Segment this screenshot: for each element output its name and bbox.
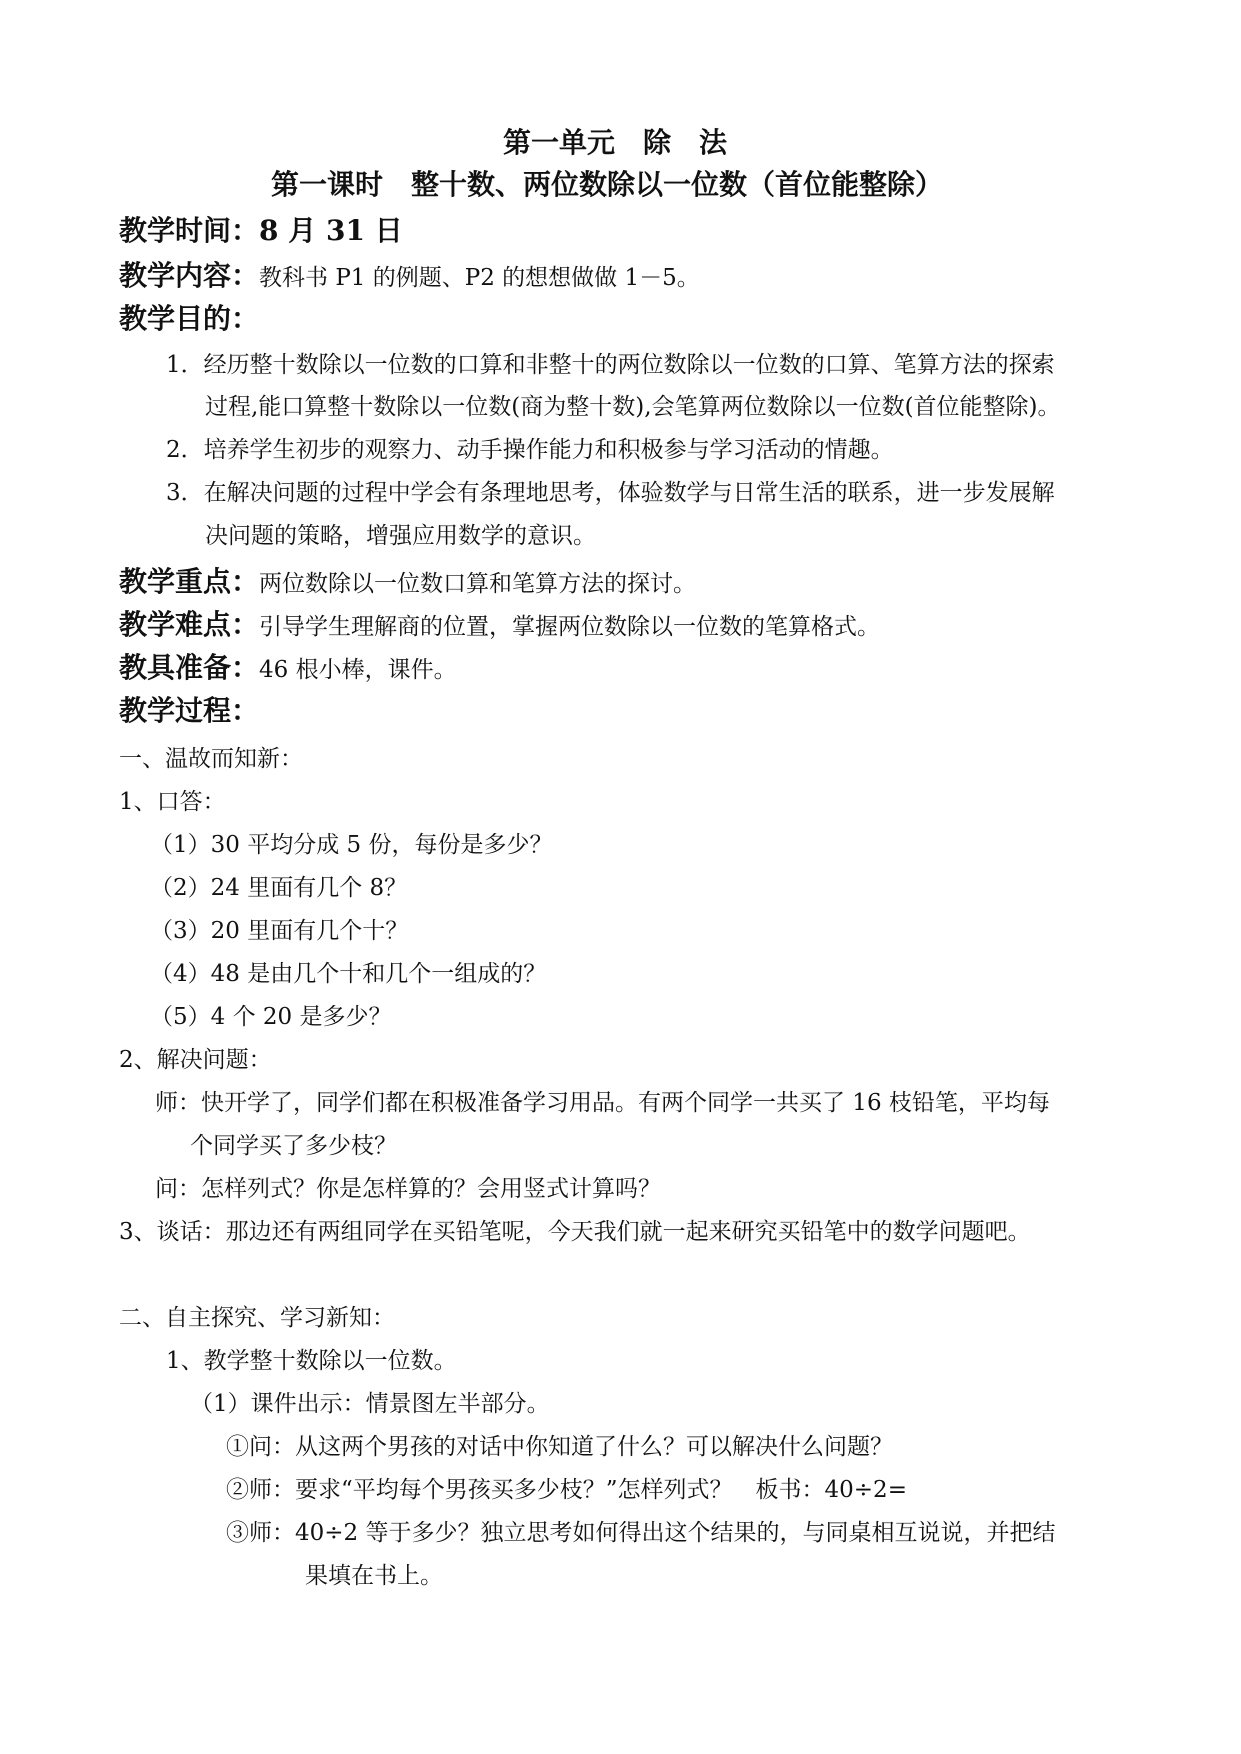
teaching-time-value: 8 月 31 日	[259, 214, 403, 247]
question-item: （5）4 个 20 是多少？	[150, 1004, 392, 1030]
goal-line: 决问题的策略，增强应用数学的意识。	[205, 523, 596, 549]
question-item: （1）30 平均分成 5 份，每份是多少？	[150, 832, 553, 858]
question-item: （3）20 里面有几个十？	[150, 918, 409, 944]
key-point-value: 两位数除以一位数口算和笔算方法的探讨。	[259, 571, 697, 597]
difficulty-value: 引导学生理解商的位置，掌握两位数除以一位数的笔算格式。	[259, 614, 881, 640]
goal-line: 3．在解决问题的过程中学会有条理地思考，体验数学与日常生活的联系，进一步发展解	[166, 480, 1055, 506]
process-line: 3、谈话：那边还有两组同学在买铅笔呢，今天我们就一起来研究买铅笔中的数学问题吧。	[119, 1219, 1031, 1245]
teaching-goals-label: 教学目的：	[119, 302, 260, 335]
difficulty-label: 教学难点：	[119, 608, 260, 641]
process-line: （1）课件出示：情景图左半部分。	[190, 1391, 550, 1417]
goal-line: 1．经历整十数除以一位数的口算和非整十的两位数除以一位数的口算、笔算方法的探索	[166, 352, 1055, 378]
section-heading: 一、温故而知新：	[119, 746, 303, 772]
process-line: 师：快开学了，同学们都在积极准备学习用品。有两个同学一共买了 16 枝铅笔，平均每	[155, 1090, 1050, 1116]
process-line: ②师：要求“平均每个男孩买多少枝？”怎样列式？ 板书：40÷2=	[226, 1477, 907, 1503]
section-heading: 二、自主探究、学习新知：	[119, 1305, 395, 1331]
teaching-content-label: 教学内容：	[119, 259, 260, 292]
teaching-time-label: 教学时间：	[119, 214, 260, 247]
teaching-tools	[119, 651, 457, 687]
teaching-time	[119, 214, 403, 248]
process-line: ①问：从这两个男孩的对话中你知道了什么？可以解决什么问题？	[226, 1434, 893, 1460]
teaching-content	[119, 259, 700, 295]
teaching-key-point	[119, 565, 696, 601]
process-line: 果填在书上。	[305, 1563, 443, 1589]
process-line: 个同学买了多少枝？	[190, 1133, 397, 1159]
question-item: （4）48 是由几个十和几个一组成的？	[150, 961, 547, 987]
process-line: 1、口答：	[119, 789, 226, 815]
teaching-content-value: 教科书 P1 的例题、P2 的想想做做 1－5。	[259, 265, 700, 291]
process-line: 2、解决问题：	[119, 1047, 272, 1073]
tools-value: 46 根小棒，课件。	[259, 657, 457, 683]
teaching-process-label: 教学过程：	[119, 694, 260, 727]
lesson-title: 第一课时 整十数、两位数除以一位数（首位能整除）	[271, 168, 944, 201]
process-line: ③师：40÷2 等于多少？独立思考如何得出这个结果的，与同桌相互说说，并把结	[226, 1520, 1056, 1546]
question-item: （2）24 里面有几个 8？	[150, 875, 408, 901]
goal-line: 过程,能口算整十数除以一位数(商为整十数),会笔算两位数除以一位数(首位能整除)。	[205, 394, 1061, 420]
process-line: 1、教学整十数除以一位数。	[166, 1348, 457, 1374]
process-line: 问：怎样列式？你是怎样算的？会用竖式计算吗？	[155, 1176, 661, 1202]
key-point-label: 教学重点：	[119, 565, 260, 598]
unit-title: 第一单元 除 法	[503, 126, 728, 159]
tools-label: 教具准备：	[119, 651, 260, 684]
goal-line: 2．培养学生初步的观察力、动手操作能力和积极参与学习活动的情趣。	[166, 437, 894, 463]
teaching-difficulty	[119, 608, 880, 644]
